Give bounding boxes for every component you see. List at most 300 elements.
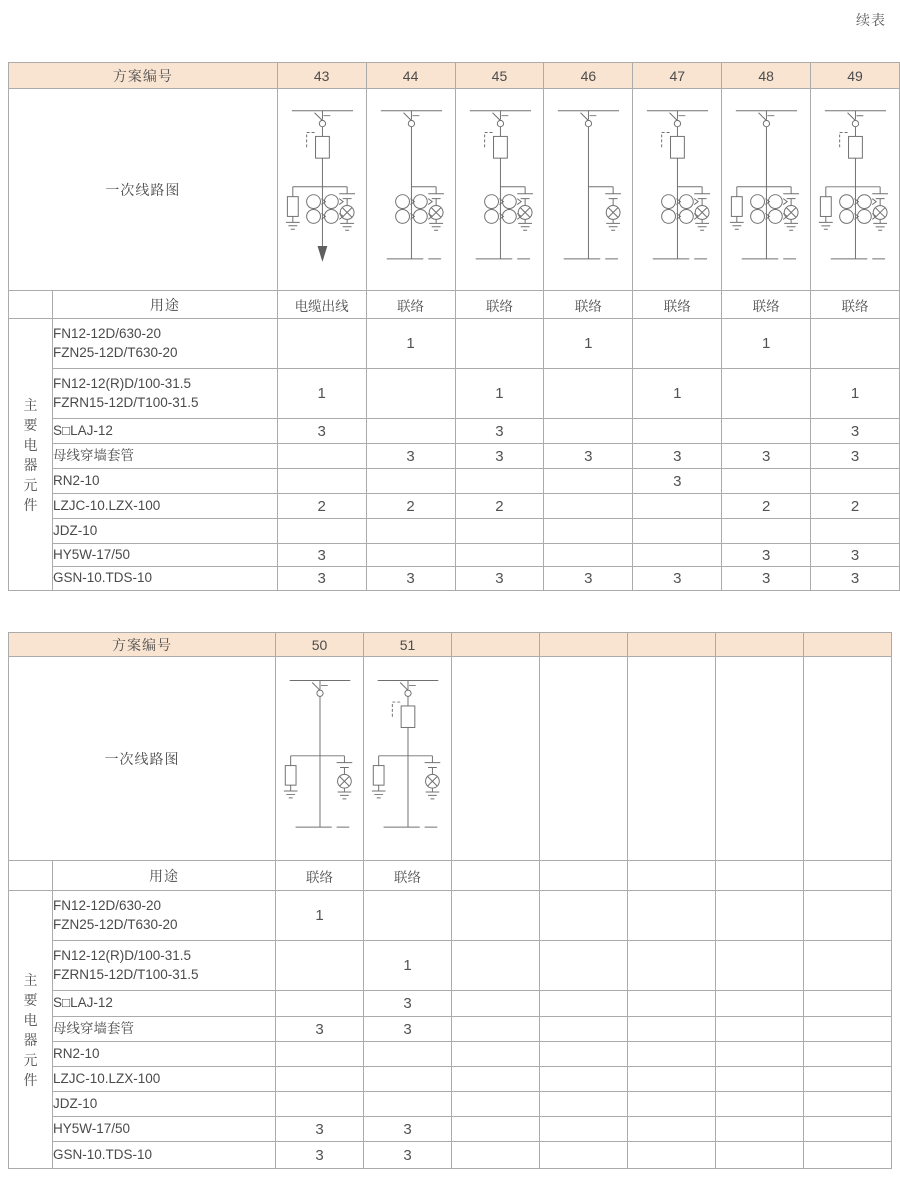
- diagram-cell-46: [544, 89, 633, 291]
- switch-hinge: [319, 120, 325, 126]
- breaker-symbol: [315, 136, 329, 158]
- component-label: [53, 1042, 276, 1067]
- value-cell-45: 3: [455, 567, 544, 591]
- value-cell-empty: [628, 1067, 716, 1092]
- component-group-label: [9, 891, 53, 1169]
- value-cell-44: [366, 544, 455, 567]
- value-cell-47: [633, 544, 722, 567]
- value-cell-51: 1: [364, 941, 452, 991]
- scheme-number-46: 46: [544, 63, 633, 89]
- value-cell-empty: [716, 991, 804, 1017]
- diagram-row-label: 一次线路图: [9, 657, 276, 861]
- value-cell-44: 1: [366, 319, 455, 369]
- value-cell-empty: [804, 1067, 892, 1092]
- value-cell-44: [366, 419, 455, 444]
- diagram-cell-44: [366, 89, 455, 291]
- component-label: [53, 1017, 276, 1042]
- scheme-number-47: 47: [633, 63, 722, 89]
- component-label-line: S□LAJ-12: [53, 995, 113, 1011]
- usage-row: [9, 291, 900, 319]
- component-row: [9, 369, 900, 419]
- one-line-diagram-svg: [276, 661, 363, 857]
- value-cell-46: [544, 544, 633, 567]
- component-row: [9, 1042, 892, 1067]
- component-label-line: LZJC-10.LZX-100: [53, 1070, 161, 1086]
- component-group-label-text: [9, 956, 52, 1104]
- value-cell-empty: [452, 991, 540, 1017]
- value-cell-43: [277, 469, 366, 494]
- component-group-label-text: [9, 381, 52, 529]
- value-cell-empty: [540, 1142, 628, 1169]
- switch-hinge: [763, 120, 769, 126]
- value-cell-48: 3: [722, 544, 811, 567]
- ct-symbol: [324, 194, 338, 208]
- component-row: [9, 469, 900, 494]
- component-group-label: [9, 319, 53, 591]
- usage-strip-spacer: [9, 861, 53, 891]
- value-cell-45: [455, 469, 544, 494]
- component-label-line: HY5W-17/50: [52, 546, 130, 562]
- value-cell-empty: [716, 1017, 804, 1042]
- value-cell-empty: [804, 1042, 892, 1067]
- scheme-number-51: 51: [364, 633, 452, 657]
- value-cell-43: 3: [277, 567, 366, 591]
- component-label-line: FN12-12D/630-20: [53, 897, 162, 913]
- diagram-cell-empty: [452, 657, 540, 861]
- component-row: [9, 1142, 892, 1169]
- value-cell-46: 3: [544, 444, 633, 469]
- value-cell-empty: [804, 941, 892, 991]
- component-label-line: RN2-10: [52, 472, 100, 488]
- component-label-line: FZN25-12D/T630-20: [53, 916, 178, 932]
- component-row: [9, 1017, 892, 1042]
- value-cell-51: 3: [364, 991, 452, 1017]
- value-cell-empty: [540, 1117, 628, 1142]
- value-cell-45: [455, 519, 544, 544]
- diagram-cell-51: [364, 657, 452, 861]
- one-line-diagram-svg: [278, 91, 366, 289]
- ct-symbol: [840, 194, 854, 208]
- diagram-cell-empty: [804, 657, 892, 861]
- scheme-number-empty: [804, 633, 892, 657]
- value-cell-empty: [628, 941, 716, 991]
- component-label-line: FN12-12(R)D/100-31.5: [52, 375, 192, 391]
- value-cell-43: 3: [277, 544, 366, 567]
- value-cell-49: [811, 469, 900, 494]
- value-cell-50: [276, 941, 364, 991]
- diagram-cell-43: [277, 89, 366, 291]
- diagram-row: [9, 89, 900, 291]
- value-cell-empty: [452, 1117, 540, 1142]
- breaker-symbol: [849, 136, 863, 158]
- value-cell-44: [366, 519, 455, 544]
- value-cell-47: [633, 319, 722, 369]
- value-cell-45: 1: [455, 369, 544, 419]
- value-cell-44: [366, 469, 455, 494]
- ct-symbol: [769, 209, 783, 223]
- value-cell-empty: [716, 1042, 804, 1067]
- ct-symbol: [306, 194, 320, 208]
- usage-cell-empty: [716, 861, 804, 891]
- diagram-row-label: 一次线路图: [9, 89, 278, 291]
- component-row: [9, 494, 900, 519]
- component-label-line: LZJC-10.LZX-100: [52, 497, 161, 513]
- ct-symbol: [680, 194, 694, 208]
- one-line-diagram-svg: [456, 91, 544, 289]
- component-row: [9, 1092, 892, 1117]
- ct-symbol: [662, 194, 676, 208]
- one-line-diagram-svg: [811, 91, 899, 289]
- value-cell-empty: [540, 991, 628, 1017]
- value-cell-empty: [716, 1117, 804, 1142]
- value-cell-46: 1: [544, 319, 633, 369]
- value-cell-45: 3: [455, 419, 544, 444]
- value-cell-49: 3: [811, 444, 900, 469]
- value-cell-43: 1: [277, 369, 366, 419]
- value-cell-50: [276, 1042, 364, 1067]
- ct-symbol: [751, 194, 765, 208]
- value-cell-empty: [628, 1117, 716, 1142]
- arrester-symbol: [373, 765, 384, 785]
- value-cell-43: 2: [277, 494, 366, 519]
- ct-symbol: [306, 209, 320, 223]
- component-group-char: 要: [23, 991, 38, 1008]
- component-label: [53, 1142, 276, 1169]
- component-row: [9, 567, 900, 591]
- component-row: [9, 1067, 892, 1092]
- value-cell-46: [544, 494, 633, 519]
- value-cell-51: [364, 1092, 452, 1117]
- value-cell-empty: [716, 1142, 804, 1169]
- value-cell-49: 1: [811, 369, 900, 419]
- component-label: [53, 1092, 276, 1117]
- scheme-number-48: 48: [722, 63, 811, 89]
- value-cell-45: [455, 544, 544, 567]
- value-cell-empty: [540, 1067, 628, 1092]
- component-row: [9, 991, 892, 1017]
- component-label-line: FN12-12(R)D/100-31.5: [53, 947, 192, 963]
- component-row: [9, 519, 900, 544]
- usage-cell-46: 联络: [544, 291, 633, 319]
- value-cell-50: 3: [276, 1142, 364, 1169]
- ct-symbol: [662, 209, 676, 223]
- scheme-header-label: 方案编号: [9, 63, 278, 89]
- one-line-diagram-svg: [544, 91, 632, 289]
- diagram-cell-50: [276, 657, 364, 861]
- component-label-line: FZN25-12D/T630-20: [52, 344, 178, 360]
- value-cell-empty: [716, 891, 804, 941]
- usage-cell-45: 联络: [455, 291, 544, 319]
- component-group-char: 器: [23, 456, 38, 473]
- value-cell-empty: [804, 1117, 892, 1142]
- value-cell-empty: [452, 1042, 540, 1067]
- value-cell-empty: [804, 1142, 892, 1169]
- switch-hinge: [852, 120, 858, 126]
- component-label-line: JDZ-10: [52, 522, 98, 538]
- value-cell-48: 2: [722, 494, 811, 519]
- value-cell-51: 3: [364, 1117, 452, 1142]
- component-label: [53, 1117, 276, 1142]
- value-cell-48: 3: [722, 567, 811, 591]
- scheme-number-50: 50: [276, 633, 364, 657]
- value-cell-44: 3: [366, 567, 455, 591]
- value-cell-51: 3: [364, 1017, 452, 1042]
- value-cell-empty: [540, 1092, 628, 1117]
- value-cell-47: [633, 419, 722, 444]
- diagram-row: [9, 657, 892, 861]
- ct-symbol: [484, 194, 498, 208]
- scheme-number-45: 45: [455, 63, 544, 89]
- usage-cell-48: 联络: [722, 291, 811, 319]
- component-label-line: HY5W-17/50: [53, 1120, 131, 1136]
- cable-arrow: [317, 246, 327, 262]
- usage-strip-spacer: [9, 291, 53, 319]
- component-row: [9, 1117, 892, 1142]
- component-group-char: 主: [23, 396, 38, 413]
- breaker-symbol: [401, 706, 415, 728]
- one-line-diagram-svg: [633, 91, 721, 289]
- component-group-char: 件: [23, 496, 38, 513]
- value-cell-49: [811, 319, 900, 369]
- switch-hinge: [497, 120, 503, 126]
- usage-cell-empty: [804, 861, 892, 891]
- value-cell-43: [277, 319, 366, 369]
- value-cell-empty: [628, 1092, 716, 1117]
- scheme-number-43: 43: [277, 63, 366, 89]
- value-cell-50: 3: [276, 1017, 364, 1042]
- component-label: [53, 991, 276, 1017]
- switch-hinge: [317, 690, 323, 696]
- value-cell-empty: [628, 1017, 716, 1042]
- value-cell-47: 3: [633, 444, 722, 469]
- value-cell-46: 3: [544, 567, 633, 591]
- value-cell-empty: [540, 891, 628, 941]
- value-cell-49: 3: [811, 419, 900, 444]
- scheme-table-2: [8, 632, 892, 1169]
- value-cell-50: [276, 1067, 364, 1092]
- value-cell-45: [455, 319, 544, 369]
- diagram-cell-47: [633, 89, 722, 291]
- value-cell-empty: [628, 1042, 716, 1067]
- component-label-line: S□LAJ-12: [52, 422, 113, 438]
- scheme-number-empty: [452, 633, 540, 657]
- component-group-char: 元: [23, 1051, 38, 1068]
- one-line-diagram-svg: [367, 91, 455, 289]
- scheme-number-empty: [716, 633, 804, 657]
- value-cell-49: 3: [811, 567, 900, 591]
- switch-hinge: [675, 120, 681, 126]
- value-cell-50: 3: [276, 1117, 364, 1142]
- value-cell-empty: [452, 1067, 540, 1092]
- value-cell-empty: [804, 1092, 892, 1117]
- value-cell-44: 2: [366, 494, 455, 519]
- scheme-table-1: [8, 62, 900, 591]
- value-cell-empty: [628, 891, 716, 941]
- component-label-line: RN2-10: [53, 1045, 100, 1061]
- usage-cell-49: 联络: [811, 291, 900, 319]
- value-cell-45: 2: [455, 494, 544, 519]
- diagram-cell-45: [455, 89, 544, 291]
- value-cell-empty: [452, 1017, 540, 1042]
- value-cell-49: 2: [811, 494, 900, 519]
- component-label: [53, 941, 276, 991]
- value-cell-46: [544, 519, 633, 544]
- value-cell-empty: [452, 1142, 540, 1169]
- component-label-line: 母线穿墙套管: [52, 447, 134, 463]
- component-row: [9, 419, 900, 444]
- value-cell-empty: [628, 1142, 716, 1169]
- ct-symbol: [858, 209, 872, 223]
- value-cell-47: [633, 494, 722, 519]
- value-cell-43: [277, 519, 366, 544]
- component-group-char: 电: [23, 1011, 38, 1028]
- component-label: [52, 369, 277, 419]
- value-cell-49: [811, 519, 900, 544]
- diagram-cell-empty: [540, 657, 628, 861]
- ct-symbol: [484, 209, 498, 223]
- value-cell-empty: [804, 991, 892, 1017]
- diagram-cell-48: [722, 89, 811, 291]
- component-label: [52, 319, 277, 369]
- ct-symbol: [502, 194, 516, 208]
- value-cell-empty: [540, 941, 628, 991]
- value-cell-51: [364, 1067, 452, 1092]
- component-label: [52, 519, 277, 544]
- usage-cell-empty: [452, 861, 540, 891]
- scheme-header-label: 方案编号: [9, 633, 276, 657]
- switch-hinge: [405, 690, 411, 696]
- diagram-cell-49: [811, 89, 900, 291]
- component-label: [52, 444, 277, 469]
- component-label-line: FZRN15-12D/T100-31.5: [52, 394, 199, 410]
- component-row: [9, 444, 900, 469]
- value-cell-empty: [628, 991, 716, 1017]
- component-label-line: JDZ-10: [53, 1095, 98, 1111]
- usage-row-label: 用途: [52, 291, 277, 319]
- ct-symbol: [840, 209, 854, 223]
- component-label: [53, 891, 276, 941]
- value-cell-51: 3: [364, 1142, 452, 1169]
- value-cell-48: [722, 519, 811, 544]
- one-line-diagram-svg: [722, 91, 810, 289]
- arrester-symbol: [285, 765, 296, 785]
- value-cell-48: 3: [722, 444, 811, 469]
- breaker-symbol: [493, 136, 507, 158]
- value-cell-empty: [716, 1067, 804, 1092]
- component-group-char: 件: [23, 1071, 38, 1088]
- value-cell-empty: [716, 941, 804, 991]
- component-label-line: FZRN15-12D/T100-31.5: [53, 966, 199, 982]
- scheme-header-row: [9, 633, 892, 657]
- value-cell-48: [722, 369, 811, 419]
- value-cell-45: 3: [455, 444, 544, 469]
- ct-symbol: [769, 194, 783, 208]
- ct-symbol: [395, 209, 409, 223]
- component-row: [9, 941, 892, 991]
- value-cell-empty: [540, 1017, 628, 1042]
- ct-symbol: [413, 194, 427, 208]
- scheme-number-empty: [540, 633, 628, 657]
- value-cell-empty: [716, 1092, 804, 1117]
- value-cell-44: [366, 369, 455, 419]
- breaker-symbol: [671, 136, 685, 158]
- scheme-number-44: 44: [366, 63, 455, 89]
- usage-cell-43: 电缆出线: [277, 291, 366, 319]
- component-group-char: 主: [23, 971, 38, 988]
- component-group-char: 电: [23, 436, 38, 453]
- value-cell-46: [544, 369, 633, 419]
- component-row: [9, 544, 900, 567]
- value-cell-47: [633, 519, 722, 544]
- usage-cell-47: 联络: [633, 291, 722, 319]
- usage-row: [9, 861, 892, 891]
- ct-symbol: [395, 194, 409, 208]
- arrester-symbol: [287, 196, 298, 216]
- arrester-symbol: [732, 196, 743, 216]
- usage-cell-50: 联络: [276, 861, 364, 891]
- value-cell-48: [722, 469, 811, 494]
- ct-symbol: [502, 209, 516, 223]
- component-label-line: FN12-12D/630-20: [52, 325, 162, 341]
- value-cell-empty: [452, 1092, 540, 1117]
- component-label: [52, 567, 277, 591]
- value-cell-47: 3: [633, 469, 722, 494]
- component-label-line: GSN-10.TDS-10: [52, 570, 152, 586]
- component-group-char: 器: [23, 1031, 38, 1048]
- value-cell-50: [276, 991, 364, 1017]
- usage-cell-44: 联络: [366, 291, 455, 319]
- value-cell-47: 1: [633, 369, 722, 419]
- value-cell-46: [544, 469, 633, 494]
- component-label: [52, 419, 277, 444]
- component-row: [9, 891, 892, 941]
- diagram-cell-empty: [716, 657, 804, 861]
- value-cell-empty: [452, 941, 540, 991]
- switch-hinge: [586, 120, 592, 126]
- component-label: [52, 469, 277, 494]
- value-cell-44: 3: [366, 444, 455, 469]
- switch-hinge: [408, 120, 414, 126]
- value-cell-46: [544, 419, 633, 444]
- value-cell-47: 3: [633, 567, 722, 591]
- value-cell-48: 1: [722, 319, 811, 369]
- component-row: [9, 319, 900, 369]
- usage-row-label: 用途: [53, 861, 276, 891]
- ct-symbol: [751, 209, 765, 223]
- arrester-symbol: [820, 196, 831, 216]
- value-cell-48: [722, 419, 811, 444]
- ct-symbol: [858, 194, 872, 208]
- component-label: [52, 494, 277, 519]
- component-group-char: 元: [23, 476, 38, 493]
- component-label-line: 母线穿墙套管: [53, 1020, 134, 1036]
- value-cell-empty: [804, 891, 892, 941]
- value-cell-50: [276, 1092, 364, 1117]
- value-cell-empty: [452, 891, 540, 941]
- ct-symbol: [324, 209, 338, 223]
- ct-symbol: [413, 209, 427, 223]
- value-cell-empty: [540, 1042, 628, 1067]
- component-label-line: GSN-10.TDS-10: [53, 1146, 153, 1162]
- value-cell-43: [277, 444, 366, 469]
- component-label: [52, 544, 277, 567]
- continued-note: 续表: [856, 12, 886, 28]
- scheme-number-49: 49: [811, 63, 900, 89]
- diagram-cell-empty: [628, 657, 716, 861]
- value-cell-50: 1: [276, 891, 364, 941]
- value-cell-51: [364, 891, 452, 941]
- usage-cell-51: 联络: [364, 861, 452, 891]
